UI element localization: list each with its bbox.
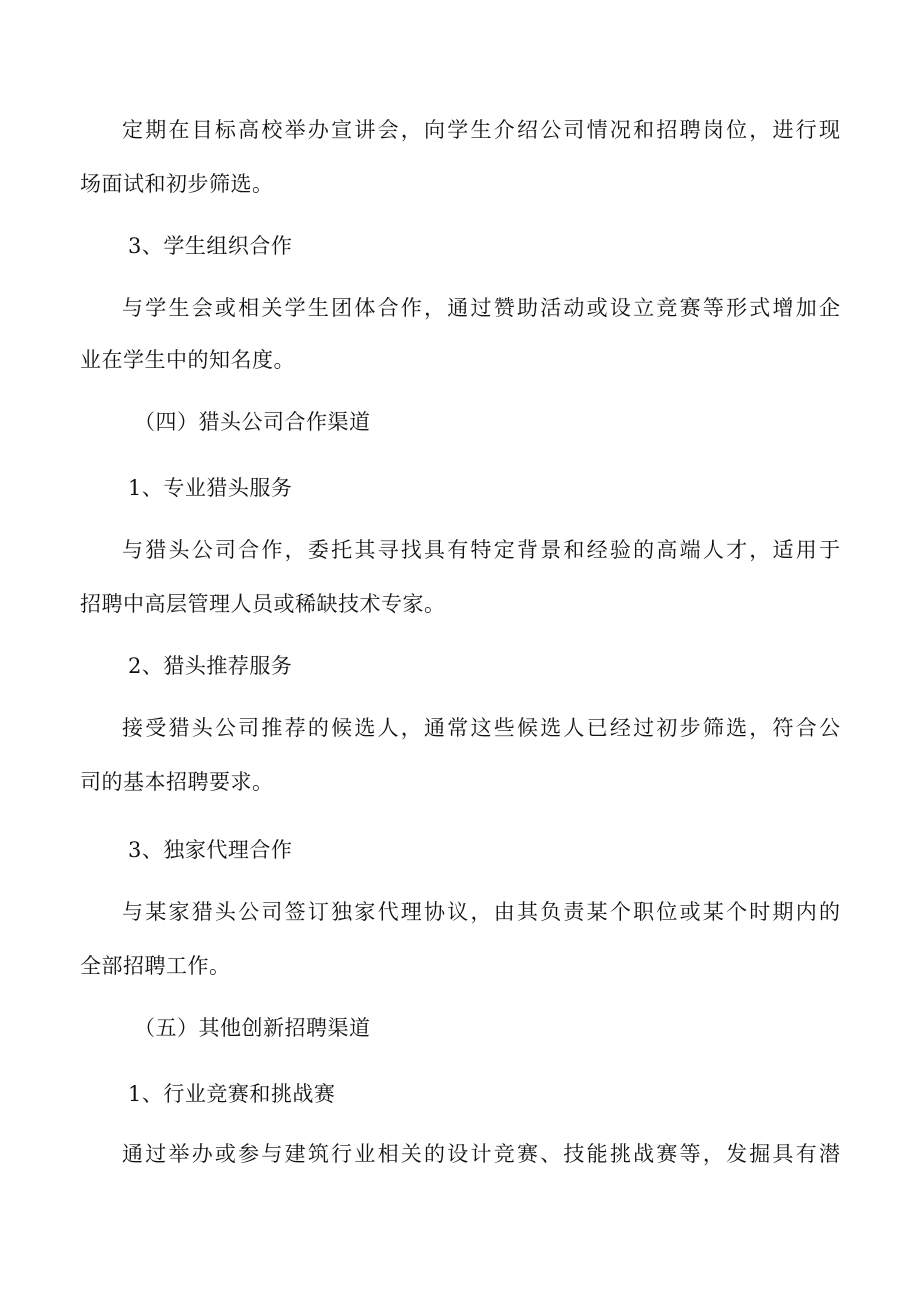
paragraph-line: 通过举办或参与建筑行业相关的设计竞赛、技能挑战赛等，发掘具有潜 xyxy=(122,1142,840,1166)
paragraph-line: 业在学生中的知名度。 xyxy=(80,348,295,372)
paragraph-line: 定期在目标高校举办宣讲会，向学生介绍公司情况和招聘岗位，进行现 xyxy=(122,118,840,142)
subheading: 3、学生组织合作 xyxy=(128,234,293,258)
section-heading: （五）其他创新招聘渠道 xyxy=(134,1016,371,1040)
subheading: 1、专业猎头服务 xyxy=(128,476,293,500)
subheading: 3、独家代理合作 xyxy=(128,838,293,862)
paragraph-line: 与学生会或相关学生团体合作，通过赞助活动或设立竞赛等形式增加企 xyxy=(122,296,840,320)
section-heading: （四）猎头公司合作渠道 xyxy=(134,410,371,434)
paragraph-line: 全部招聘工作。 xyxy=(80,954,231,978)
paragraph-line: 场面试和初步筛选。 xyxy=(80,172,274,196)
subheading: 2、猎头推荐服务 xyxy=(128,654,293,678)
paragraph-line: 与某家猎头公司签订独家代理协议，由其负责某个职位或某个时期内的 xyxy=(122,900,840,924)
paragraph-line: 与猎头公司合作，委托其寻找具有特定背景和经验的高端人才，适用于 xyxy=(122,538,840,562)
paragraph-line: 招聘中高层管理人员或稀缺技术专家。 xyxy=(80,592,446,616)
paragraph-line: 接受猎头公司推荐的候选人，通常这些候选人已经过初步筛选，符合公 xyxy=(122,716,840,740)
paragraph-line: 司的基本招聘要求。 xyxy=(80,770,274,794)
subheading: 1、行业竞赛和挑战赛 xyxy=(128,1082,336,1106)
